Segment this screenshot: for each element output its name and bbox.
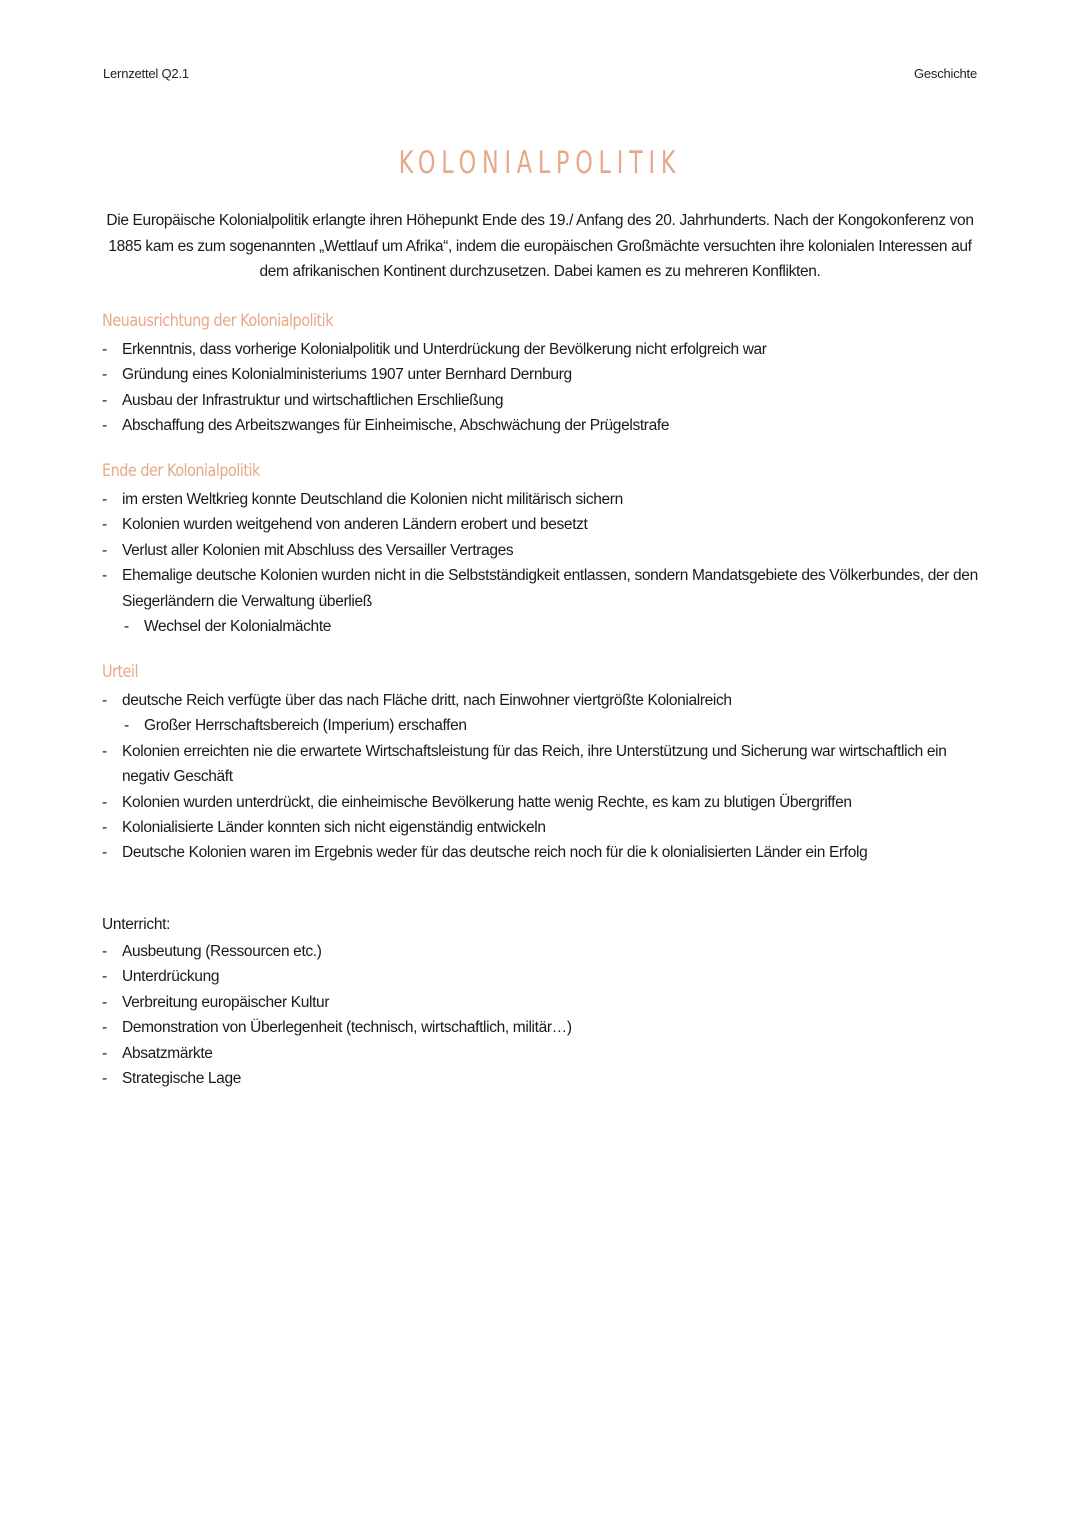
list-item: - Erkenntnis, dass vorherige Kolonialpolitik und Unterdrückung der Bevölkerung nicht erfolgreich war: [102, 341, 767, 358]
intro-paragraph: Die Europäische Kolonialpolitik erlangte ihren Höhepunkt Ende des 19./ Anfang des 20. Jahrhunderts. Nach der Kongokonferenz von 1885 kam es zum sogenannten „Wettlauf um Afrika“, indem die europäischen Großmächte versuchten ihre kolonialen Interessen auf dem afrikanischen Kontinent durchzusetzen. Dabei kamen es zu mehreren Konflikten.: [106, 212, 974, 280]
section-heading: Neuausrichtung der Kolonialpolitik: [102, 311, 334, 331]
bullet-list: [102, 939, 992, 1091]
bullet-list: [102, 688, 992, 866]
list-item: - Gründung eines Kolonialministeriums 1907 unter Bernhard Dernburg: [102, 366, 572, 384]
section-neuausrichtung: [102, 309, 992, 439]
list-item: - Absatzmärkte: [102, 1044, 213, 1062]
list-item: - Kolonien erreichten nie die erwartete Wirtschaftsleistung für das Reich, ihre Unterstützung und Sicherung war wirtschaftlich ein negativ Geschäft: [102, 742, 947, 786]
section-urteil: [102, 660, 992, 866]
list-item: - Verlust aller Kolonien mit Abschluss des Versailler Vertrages: [102, 541, 514, 559]
header-course-label: Lernzettel Q2.1: [103, 66, 189, 81]
list-item: - Kolonien wurden unterdrückt, die einheimische Bevölkerung hatte wenig Rechte, es kam zu blutigen Übergriffen: [102, 793, 852, 811]
list-item: - Verbreitung europäischer Kultur: [102, 993, 330, 1011]
list-item: - deutsche Reich verfügte über das nach Fläche dritt, nach Einwohner viertgrößte Kolonialreich: [102, 692, 732, 709]
section-unterricht: [102, 913, 992, 1091]
list-item: - Strategische Lage: [102, 1070, 241, 1088]
list-item-sub: - Wechsel der Kolonialmächte: [124, 618, 332, 636]
list-item: - im ersten Weltkrieg konnte Deutschland die Kolonien nicht militärisch sichern: [102, 491, 623, 508]
list-item: - Ausbau der Infrastruktur und wirtschaftlichen Erschließung: [102, 391, 504, 409]
list-item: - Deutsche Kolonien waren im Ergebnis weder für das deutsche reich noch für die k olonialisierten Länder ein Erfolg: [102, 844, 868, 862]
section-ende: [102, 459, 992, 639]
header-subject-label: Geschichte: [913, 66, 977, 81]
list-item: - Kolonialisierte Länder konnten sich nicht eigenständig entwickeln: [102, 819, 546, 837]
list-item: - Abschaffung des Arbeitszwanges für Einheimische, Abschwächung der Prügelstrafe: [102, 417, 670, 435]
list-item: - Ausbeutung (Ressourcen etc.): [102, 943, 322, 960]
bullet-list: [102, 487, 992, 639]
list-item: - Unterdrückung: [102, 968, 220, 986]
section-heading: Unterricht:: [102, 916, 171, 933]
bullet-list: [102, 337, 992, 439]
page-title: KOLONIALPOLITIK: [398, 144, 682, 181]
section-heading: Urteil: [102, 662, 139, 682]
list-item-sub: - Großer Herrschaftsbereich (Imperium) erschaffen: [124, 717, 467, 735]
section-heading: Ende der Kolonialpolitik: [102, 461, 260, 481]
list-item: - Kolonien wurden weitgehend von anderen Ländern erobert und besetzt: [102, 516, 588, 534]
list-item: - Ehemalige deutsche Kolonien wurden nicht in die Selbstständigkeit entlassen, sondern Mandatsgebiete des Völkerbundes, der den Siegerländern die Verwaltung überließ: [102, 567, 978, 610]
list-item: - Demonstration von Überlegenheit (technisch, wirtschaftlich, militär…): [102, 1019, 572, 1037]
